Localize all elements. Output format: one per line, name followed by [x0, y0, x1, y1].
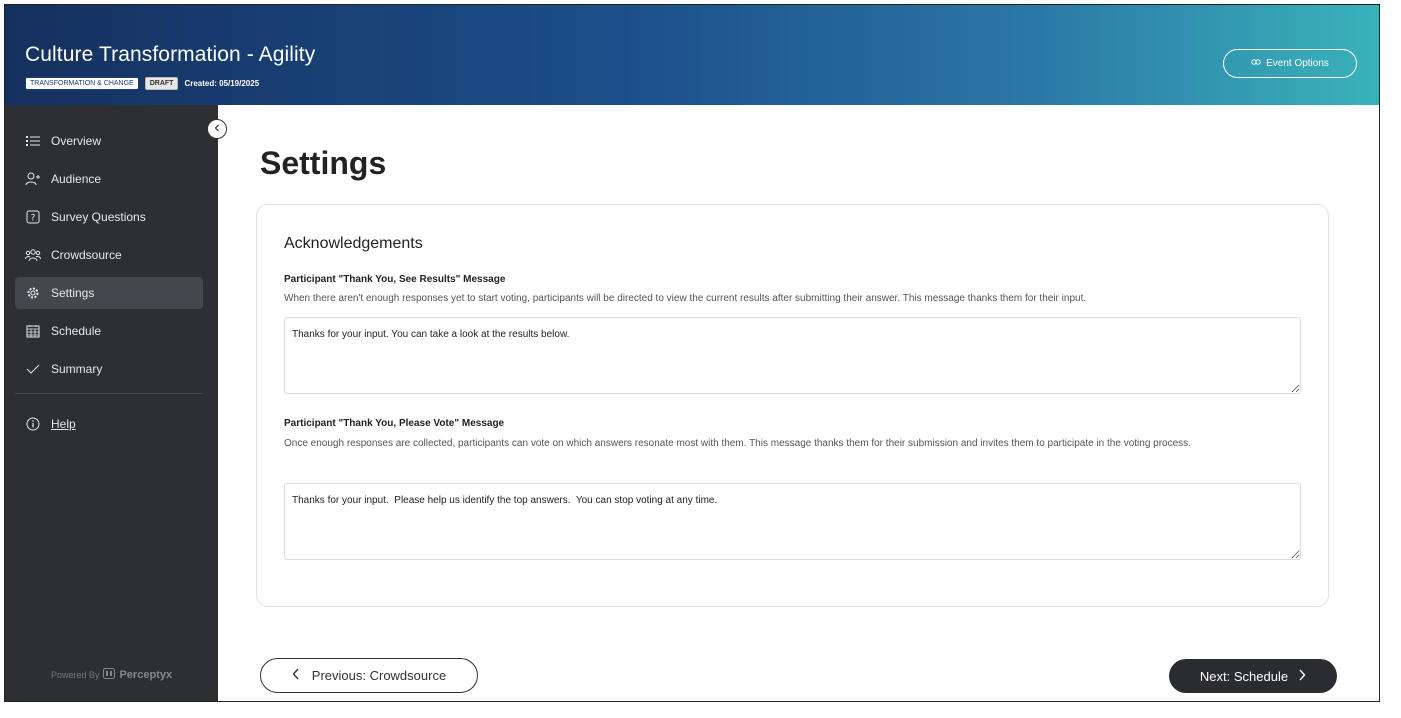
sidebar-item-survey-questions[interactable] [15, 201, 203, 233]
perceptyx-brand: Perceptyx [119, 668, 173, 681]
check-icon [25, 361, 41, 377]
category-badge: TRANSFORMATION & CHANGE [25, 77, 139, 90]
add-person-icon [25, 171, 41, 187]
sidebar-item-summary[interactable] [15, 353, 203, 385]
sidebar-divider [15, 393, 203, 394]
previous-crowdsource-button[interactable] [260, 658, 478, 693]
chevron-right-icon [1298, 669, 1306, 684]
sidebar-item-label: Schedule [51, 324, 102, 338]
event-options-label: Event Options [1266, 58, 1329, 69]
sidebar-item-schedule[interactable] [15, 315, 203, 347]
sidebar-item-label: Survey Questions [51, 210, 146, 224]
next-schedule-button[interactable] [1169, 659, 1337, 693]
please-vote-message-input[interactable] [284, 483, 1301, 560]
please-vote-description: Once enough responses are collected, participants can vote on which answers resonate most with them. This message thanks them for their submission and invites them to participate in the voting process. [284, 438, 1191, 449]
section-title: Acknowledgements [284, 235, 423, 252]
calendar-icon [25, 323, 41, 339]
event-meta [25, 77, 259, 90]
sidebar-nav [15, 125, 203, 446]
acknowledgements-card [256, 204, 1329, 607]
see-results-message-input[interactable] [284, 317, 1301, 394]
sidebar-item-label: Crowdsource [51, 248, 122, 262]
please-vote-label: Participant "Thank You, Please Vote" Message [284, 418, 505, 429]
sidebar-item-label: Audience [51, 172, 102, 186]
sidebar-item-label: Summary [51, 362, 103, 376]
see-results-label: Participant "Thank You, See Results" Message [284, 274, 506, 285]
sidebar-collapse-button[interactable] [207, 119, 227, 139]
created-date: Created: 05/19/2025 [184, 79, 260, 88]
gear-icon [25, 285, 41, 301]
list-icon [25, 133, 41, 149]
event-title: Culture Transformation - Agility [25, 43, 316, 66]
powered-by [5, 668, 218, 681]
see-results-description: When there aren't enough responses yet to start voting, participants will be directed to view the current results after submitting their answer. This message thanks them for their input. [284, 293, 1087, 304]
sidebar [5, 105, 218, 702]
info-icon [25, 416, 41, 432]
question-box-icon [25, 209, 41, 225]
app-window [4, 4, 1380, 702]
sidebar-item-label: Overview [51, 134, 102, 148]
event-header [5, 5, 1380, 105]
help-link[interactable]: Help [51, 417, 76, 431]
status-badge: DRAFT [145, 77, 179, 90]
perceptyx-logo-icon [103, 668, 115, 681]
page-title: Settings [260, 145, 387, 181]
people-group-icon [25, 247, 41, 263]
chevron-left-icon [292, 668, 300, 683]
svg-text:?: ? [30, 213, 36, 224]
event-options-button[interactable] [1223, 49, 1357, 78]
main-content [218, 105, 1380, 702]
link-icon [1251, 58, 1261, 69]
previous-label: Previous: Crowdsource [311, 668, 447, 683]
sidebar-item-overview[interactable] [15, 125, 203, 157]
next-label: Next: Schedule [1199, 668, 1289, 684]
sidebar-item-settings[interactable] [15, 277, 203, 309]
sidebar-item-help[interactable] [15, 408, 203, 440]
chevron-left-icon [213, 123, 221, 135]
sidebar-item-audience[interactable] [15, 163, 203, 195]
powered-by-label: Powered By [50, 669, 100, 680]
sidebar-item-label: Settings [51, 286, 95, 300]
sidebar-item-crowdsource[interactable] [15, 239, 203, 271]
